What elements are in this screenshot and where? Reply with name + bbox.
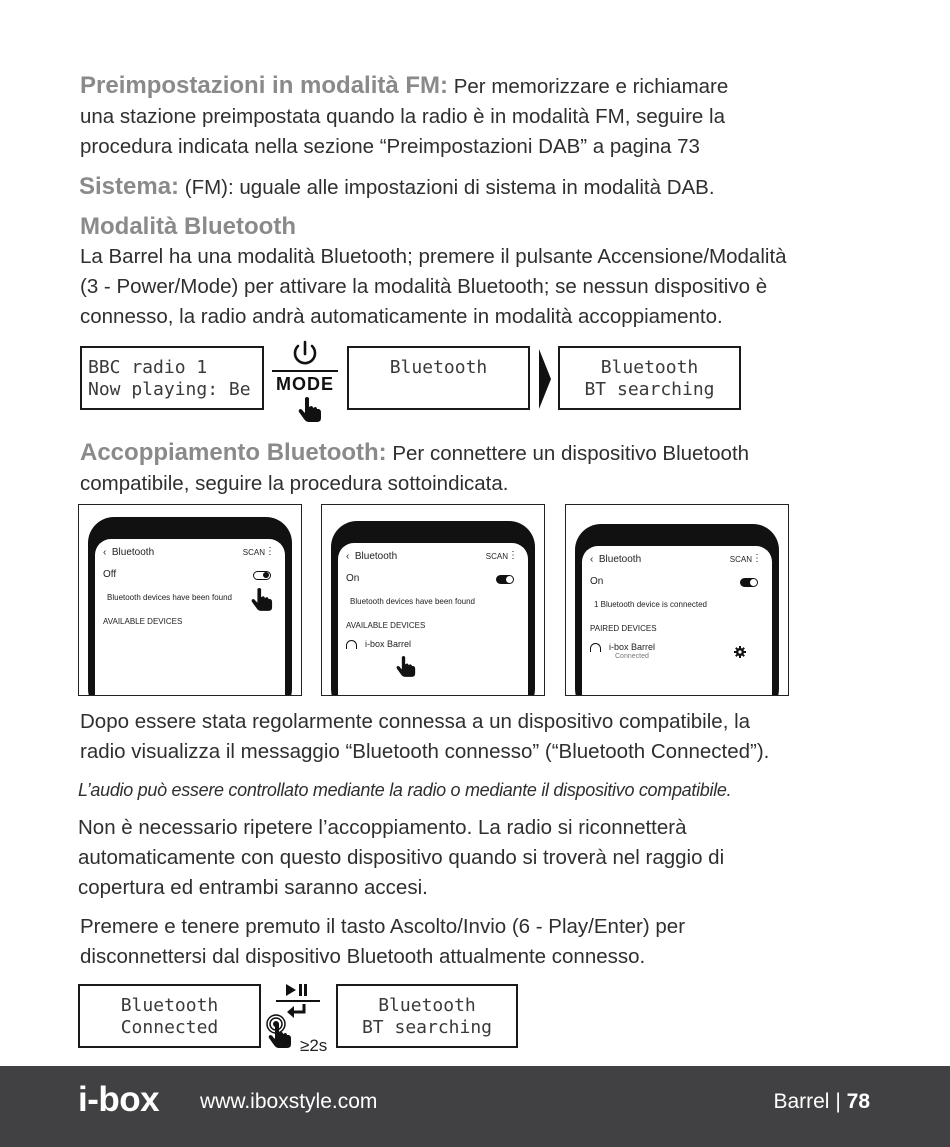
- fm-presets-heading: Preimpostazioni in modalità FM:: [80, 72, 449, 99]
- bluetooth-toggle: [496, 575, 514, 584]
- screen-title: ‹ Bluetooth: [346, 551, 398, 562]
- bluetooth-message: 1 Bluetooth device is connected: [594, 600, 707, 609]
- lcd-display-radio: [80, 346, 264, 410]
- phone-screenshot-1: [78, 504, 302, 696]
- page-number-block: [773, 1090, 870, 1114]
- bluetooth-mode-line3: connesso, la radio andrà automaticamente in modalità accoppiamento.: [80, 305, 723, 328]
- more-icon: ⋮: [265, 546, 275, 557]
- gear-icon: [734, 646, 746, 658]
- connected-line1: Dopo essere stata regolarmente connessa a un dispositivo compatibile, la: [80, 710, 751, 733]
- bluetooth-state: On: [590, 576, 604, 587]
- headphones-icon: [590, 643, 601, 652]
- phone-screen: [95, 539, 285, 696]
- screen-title: ‹ Bluetooth: [590, 554, 642, 565]
- bluetooth-toggle: [740, 578, 758, 587]
- fm-presets-line1: Per memorizzare e richiamare: [453, 75, 729, 98]
- device-item: [590, 642, 656, 660]
- lcd-line: BT searching: [584, 379, 715, 400]
- bluetooth-mode-heading: Modalità Bluetooth: [80, 213, 296, 240]
- fm-presets-line3: procedura indicata nella sezione “Preimpostazioni DAB” a pagina 73: [80, 135, 700, 158]
- lcd-line: Connected: [120, 1017, 219, 1038]
- disconnect-section: [80, 912, 685, 972]
- play-enter-button: [266, 980, 332, 1058]
- page-footer: [0, 1066, 950, 1147]
- scan-button: SCAN: [729, 555, 752, 564]
- hand-press-icon: [298, 396, 322, 422]
- button-divider: [276, 1000, 320, 1002]
- reconnect-section: [78, 813, 724, 903]
- arrow-right-icon: [537, 349, 553, 409]
- system-heading: Sistema:: [79, 173, 180, 200]
- pairing-heading: Accoppiamento Bluetooth:: [80, 439, 387, 466]
- hold-duration-label: ≥2s: [300, 1036, 328, 1055]
- lcd-line: Bluetooth: [600, 357, 699, 378]
- bluetooth-message: Bluetooth devices have been found: [107, 593, 232, 602]
- reconnect-line3: copertura ed entrambi saranno accesi.: [78, 876, 428, 899]
- hand-press-icon: [396, 655, 416, 677]
- scan-button: SCAN: [242, 548, 265, 557]
- ibox-logo: i-box: [78, 1080, 160, 1119]
- phone-screen: [582, 546, 772, 696]
- lcd-line: Bluetooth: [120, 995, 219, 1016]
- pairing-line1: Per connettere un dispositivo Bluetooth: [392, 442, 750, 465]
- device-name: i-box Barrel: [609, 642, 656, 652]
- lcd-line: BBC radio 1: [88, 357, 208, 378]
- bluetooth-message: Bluetooth devices have been found: [350, 597, 475, 606]
- system-text: (FM): uguale alle impostazioni di sistema in modalità DAB.: [184, 176, 715, 199]
- bluetooth-toggle: [253, 571, 271, 580]
- pairing-section: [80, 438, 749, 499]
- lcd-line: BT searching: [361, 1017, 493, 1038]
- device-name: i-box Barrel: [365, 639, 412, 649]
- pairing-line2: compatibile, seguire la procedura sottoindicata.: [80, 472, 509, 495]
- website-link: www.iboxstyle.com: [200, 1090, 378, 1113]
- page-number: 78: [846, 1090, 870, 1113]
- lcd-line: Bluetooth: [389, 357, 488, 378]
- device-status: Connected: [615, 653, 649, 660]
- mode-button: [270, 340, 340, 424]
- separator: |: [835, 1090, 841, 1113]
- disconnect-line1: Premere e tenere premuto il tasto Ascolto/Invio (6 - Play/Enter) per: [80, 915, 686, 938]
- phone-screenshot-2: [321, 504, 545, 696]
- hand-hold-icon: [266, 1012, 300, 1052]
- lcd-display-connected: [78, 984, 261, 1048]
- devices-section-label: PAIRED DEVICES: [590, 624, 657, 633]
- bluetooth-mode-line1: La Barrel ha una modalità Bluetooth; premere il pulsante Accensione/Modalità: [80, 245, 787, 268]
- mode-label: MODE: [276, 374, 334, 394]
- phone-body: [575, 524, 779, 696]
- disconnect-line2: disconnettersi dal dispositivo Bluetooth attualmente connesso.: [80, 945, 646, 968]
- fm-presets-line2: una stazione preimpostata quando la radio è in modalità FM, seguire la: [80, 105, 725, 128]
- audio-note: L’audio può essere controllato mediante la radio o mediante il dispositivo compatibile.: [78, 780, 732, 800]
- connected-section: [80, 707, 769, 767]
- reconnect-line1: Non è necessario ripetere l’accoppiamento. La radio si riconnetterà: [78, 816, 687, 839]
- bluetooth-state: Off: [103, 569, 117, 580]
- devices-section-label: AVAILABLE DEVICES: [346, 621, 426, 630]
- connected-line2: radio visualizza il messaggio “Bluetooth connesso” (“Bluetooth Connected”).: [80, 740, 770, 763]
- lcd-display-bluetooth: [347, 346, 530, 410]
- bluetooth-mode-section: [80, 212, 787, 332]
- mode-divider: [272, 370, 338, 372]
- phone-body: [331, 521, 535, 696]
- devices-section-label: AVAILABLE DEVICES: [103, 617, 183, 626]
- bluetooth-mode-line2: (3 - Power/Mode) per attivare la modalità Bluetooth; se nessun dispositivo è: [80, 275, 768, 298]
- lcd-display-bt-searching-2: [336, 984, 518, 1048]
- product-name: Barrel: [773, 1090, 830, 1113]
- device-item: [346, 639, 411, 649]
- more-icon: ⋮: [508, 550, 518, 561]
- scan-button: SCAN: [485, 552, 508, 561]
- more-icon: ⋮: [752, 553, 762, 564]
- power-icon: [270, 340, 340, 370]
- headphones-icon: [346, 640, 357, 649]
- lcd-display-bt-searching: [558, 346, 741, 410]
- phone-screen: [338, 543, 528, 696]
- screen-title: ‹ Bluetooth: [103, 547, 155, 558]
- lcd-line: Now playing: Be: [88, 379, 251, 400]
- fm-presets-section: [80, 71, 728, 162]
- phone-screenshot-3: [565, 504, 789, 696]
- bluetooth-state: On: [346, 573, 360, 584]
- hand-press-icon: [251, 587, 273, 611]
- lcd-line: Bluetooth: [378, 995, 476, 1016]
- reconnect-line2: automaticamente con questo dispositivo quando si troverà nel raggio di: [78, 846, 725, 869]
- phone-body: [88, 517, 292, 696]
- system-section: [79, 172, 715, 203]
- play-pause-icon: [284, 983, 310, 997]
